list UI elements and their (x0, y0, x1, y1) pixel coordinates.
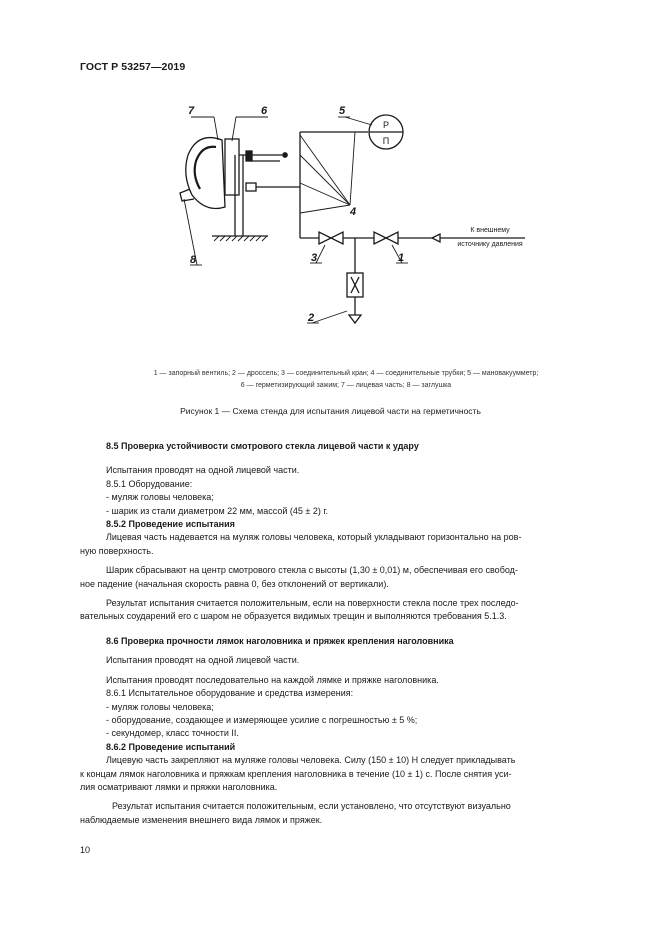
paragraph: Испытания проводят на одной лицевой части. (106, 655, 300, 666)
document-body (80, 440, 612, 827)
figure-legend (96, 368, 596, 392)
legend-line-1: 1 — запорный вентиль; 2 — дроссель; 3 — соединительный кран; 4 — соединительные трубки; 5 — мановакуумметр; (153, 370, 539, 377)
label-3: 3 (311, 252, 318, 264)
ground-hatch (214, 236, 267, 241)
leader-3 (316, 245, 325, 263)
legend-line-2: 6 — герметизирующий зажим; 7 — лицевая часть; 8 — заглушка (240, 382, 452, 389)
section-heading: 8.6 Проверка прочности лямок наголовника и пряжек крепления наголовника (106, 635, 454, 646)
paragraph-line: Лицевую часть закрепляют на муляже головы человека. Силу (150 ± 10) Н следует прикладывать (106, 755, 516, 766)
paragraph-line: вательных соударений его с шаром не образуется видимых трещин и выполняются требования 5.1.3. (80, 611, 507, 622)
paragraph: Испытания проводят последовательно на каждой лямке и пряжке наголовника. (106, 674, 439, 685)
figure-caption: Рисунок 1 — Схема стенда для испытания лицевой части на герметичность (180, 406, 481, 416)
paragraph-line: ную поверхность. (80, 545, 154, 556)
clamp-block (225, 139, 239, 195)
paragraph-line: ное падение (начальная скорость равна 0, без отклонений от вертикали). (80, 578, 389, 589)
document-header: ГОСТ Р 53257—2019 (80, 61, 186, 73)
page-number: 10 (80, 845, 91, 855)
leaders-4 (300, 132, 355, 213)
leader-7 (214, 117, 218, 140)
leader-6 (232, 117, 236, 141)
paragraph: 8.5.1 Оборудование: (106, 478, 193, 489)
list-item: - оборудование, создающее и измеряющее усилие с погрешностью ± 5 %; (106, 714, 418, 725)
list-item: - шарик из стали диаметром 22 мм, массой (45 ± 2) г. (106, 505, 329, 516)
paragraph: Испытания проводят на одной лицевой части. (106, 465, 300, 476)
label-8: 8 (190, 254, 197, 266)
paragraph-line: к концам лямок наголовника и пряжкам крепления наголовника в течение (10 ± 1) с. После снятия уси- (80, 768, 512, 779)
throttle-outlet (349, 315, 361, 323)
list-item: - муляж головы человека; (106, 492, 214, 503)
list-item: - секундомер, класс точности II. (106, 728, 239, 739)
label-7: 7 (188, 105, 195, 117)
label-1: 1 (398, 252, 405, 264)
leader-5 (345, 117, 372, 125)
paragraph-line: Лицевая часть надевается на муляж головы человека, который укладывают горизонтально на ров- (106, 532, 522, 543)
gauge-label-top: Р (382, 120, 390, 130)
label-2: 2 (308, 312, 315, 324)
paragraph-line: Результат испытания считается положительным, если на поверхности стекла после трех последо- (106, 598, 519, 609)
source-label-2: источнику давления (457, 241, 523, 248)
label-5: 5 (339, 105, 346, 117)
paragraph: 8.6.1 Испытательное оборудование и средства измерения: (106, 688, 354, 699)
subsection-heading: 8.6.2 Проведение испытаний (106, 741, 236, 752)
source-label-1: К внешнему (470, 227, 510, 234)
paragraph-line: Шарик сбрасывают на центр смотрового стекла с высоты (1,30 ± 0,01) м, обеспечивая его свобод- (106, 565, 518, 576)
gauge-label-bottom: П (382, 136, 390, 146)
leader-2 (312, 311, 347, 323)
list-item: - муляж головы человека; (106, 701, 214, 712)
subsection-heading: 8.5.2 Проведение испытания (106, 519, 235, 530)
section-heading: 8.5 Проверка устойчивости смотрового стекла лицевой части к удару (106, 441, 419, 451)
label-4: 4 (350, 206, 357, 218)
valve-1 (374, 232, 398, 244)
paragraph-line: лия осматривают лямки и пряжки наголовника. (80, 781, 278, 792)
mask-visor (195, 147, 216, 189)
paragraph-line: наблюдаемые изменения внешнего вида лямок и пряжек. (80, 814, 323, 825)
label-6: 6 (261, 105, 268, 117)
valve-3 (319, 232, 343, 244)
paragraph-line: Результат испытания считается положительным, если установлено, что отсутствуют визуально (112, 801, 511, 812)
test-stand-diagram (150, 95, 550, 340)
